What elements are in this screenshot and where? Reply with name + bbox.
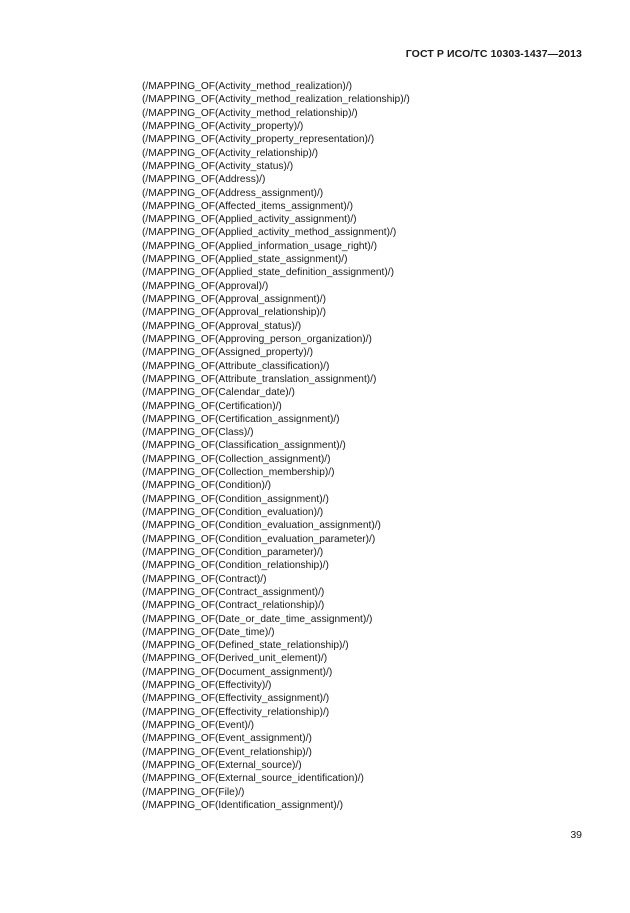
- mapping-line: (/MAPPING_OF(Calendar_date)/): [142, 387, 295, 399]
- mapping-line: (/MAPPING_OF(Activity_property_representation)/): [142, 134, 375, 146]
- mapping-line: (/MAPPING_OF(Applied_activity_assignment)/): [142, 214, 357, 226]
- mapping-list: [142, 80, 410, 812]
- mapping-line: (/MAPPING_OF(External_source)/): [142, 759, 302, 771]
- mapping-line: (/MAPPING_OF(Applied_activity_method_assignment)/): [142, 227, 397, 239]
- mapping-line: (/MAPPING_OF(Derived_unit_element)/): [142, 653, 328, 665]
- mapping-line: (/MAPPING_OF(Event_assignment)/): [142, 733, 312, 745]
- mapping-line: (/MAPPING_OF(Condition_parameter)/): [142, 546, 324, 558]
- mapping-line: (/MAPPING_OF(Applied_state_assignment)/): [142, 254, 348, 266]
- mapping-line: (/MAPPING_OF(Effectivity_relationship)/): [142, 706, 330, 718]
- mapping-line: (/MAPPING_OF(Condition_evaluation_assignment)/): [142, 520, 381, 532]
- mapping-line: (/MAPPING_OF(Activity_method_realization_relationship)/): [142, 94, 410, 106]
- mapping-line: (/MAPPING_OF(Approval_assignment)/): [142, 294, 326, 305]
- mapping-line: (/MAPPING_OF(Defined_state_relationship)/): [142, 640, 349, 652]
- mapping-line: (/MAPPING_OF(Certification)/): [142, 400, 282, 412]
- mapping-line: (/MAPPING_OF(Event)/): [142, 720, 255, 731]
- page-number: 39: [570, 829, 582, 841]
- mapping-line: (/MAPPING_OF(Applied_state_definition_assignment)/): [142, 267, 394, 279]
- mapping-line: (/MAPPING_OF(Effectivity_assignment)/): [142, 693, 330, 705]
- mapping-line: (/MAPPING_OF(Event_relationship)/): [142, 746, 312, 758]
- mapping-line: (/MAPPING_OF(Address)/): [142, 174, 266, 186]
- mapping-line: (/MAPPING_OF(File)/): [142, 786, 245, 798]
- mapping-line: (/MAPPING_OF(Attribute_translation_assignment)/): [142, 373, 377, 385]
- mapping-line: (/MAPPING_OF(Activity_status)/): [142, 160, 294, 172]
- mapping-line: (/MAPPING_OF(Approval)/): [142, 280, 269, 292]
- mapping-line: (/MAPPING_OF(Condition_evaluation_parameter)/): [142, 533, 376, 545]
- mapping-line: (/MAPPING_OF(Address_assignment)/): [142, 187, 324, 199]
- document-header: ГОСТ Р ИСО/ТС 10303-1437—2013: [405, 48, 582, 60]
- mapping-line: (/MAPPING_OF(Activity_property)/): [142, 120, 304, 132]
- mapping-line: (/MAPPING_OF(Contract_relationship)/): [142, 600, 325, 612]
- mapping-line: (/MAPPING_OF(Document_assignment)/): [142, 666, 333, 678]
- mapping-line: (/MAPPING_OF(Approval_status)/): [142, 320, 302, 332]
- mapping-line: (/MAPPING_OF(Attribute_classification)/): [142, 360, 330, 372]
- mapping-line: (/MAPPING_OF(Date_or_date_time_assignment)/): [142, 613, 373, 625]
- mapping-line: (/MAPPING_OF(Condition)/): [142, 480, 272, 492]
- mapping-line: (/MAPPING_OF(Certification_assignment)/): [142, 413, 340, 425]
- mapping-line: (/MAPPING_OF(Approving_person_organization)/): [142, 333, 372, 345]
- mapping-line: (/MAPPING_OF(Applied_information_usage_right)/): [142, 240, 377, 252]
- mapping-line: (/MAPPING_OF(Affected_items_assignment)/): [142, 200, 353, 212]
- mapping-line: (/MAPPING_OF(Classification_assignment)/): [142, 440, 346, 452]
- mapping-line: (/MAPPING_OF(Class)/): [142, 427, 254, 439]
- mapping-line: (/MAPPING_OF(Activity_relationship)/): [142, 147, 319, 159]
- mapping-line: (/MAPPING_OF(Collection_assignment)/): [142, 453, 331, 465]
- mapping-line: (/MAPPING_OF(Condition_relationship)/): [142, 560, 329, 572]
- mapping-line: (/MAPPING_OF(Collection_membership)/): [142, 467, 335, 479]
- mapping-line: (/MAPPING_OF(External_source_identification)/): [142, 773, 364, 785]
- mapping-line: (/MAPPING_OF(Date_time)/): [142, 626, 275, 638]
- mapping-line: (/MAPPING_OF(Contract)/): [142, 573, 267, 585]
- mapping-line: (/MAPPING_OF(Condition_assignment)/): [142, 493, 329, 505]
- mapping-line: (/MAPPING_OF(Activity_method_relationship)/): [142, 107, 358, 119]
- mapping-line: (/MAPPING_OF(Assigned_property)/): [142, 347, 313, 359]
- mapping-line: (/MAPPING_OF(Effectivity)/): [142, 680, 272, 692]
- mapping-line: (/MAPPING_OF(Approval_relationship)/): [142, 307, 327, 319]
- mapping-line: (/MAPPING_OF(Activity_method_realization)/): [142, 81, 353, 92]
- mapping-line: (/MAPPING_OF(Contract_assignment)/): [142, 586, 325, 598]
- mapping-line: (/MAPPING_OF(Condition_evaluation)/): [142, 507, 324, 518]
- mapping-line: (/MAPPING_OF(Identification_assignment)/): [142, 799, 343, 811]
